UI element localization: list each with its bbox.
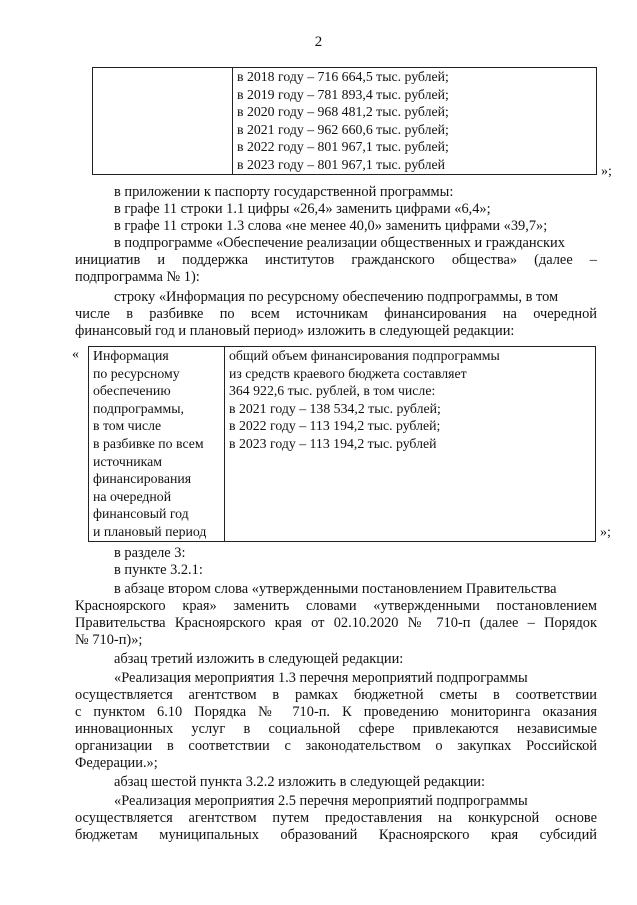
table-row: в 2021 году – 962 660,6 тыс. рублей;: [237, 121, 449, 137]
paragraph-line: абзац шестой пункта 3.2.2 изложить в следующей редакции:: [114, 774, 486, 790]
paragraph-line: в абзаце втором слова «утвержденными постановлением Правительства: [114, 581, 557, 597]
table-cell-years: [233, 68, 597, 175]
table-label-line: по ресурсному: [93, 365, 180, 381]
table2-opening-quote: «: [72, 347, 79, 362]
paragraph-line: «Реализация мероприятия 1.3 перечня мероприятий подпрограммы: [114, 670, 528, 686]
paragraph-line: с пунктом 6.10 Порядка № 710-п. К проведению мониторинга оказания: [75, 704, 597, 720]
paragraph-line: «Реализация мероприятия 2.5 перечня мероприятий подпрограммы: [114, 793, 528, 809]
paragraph-line: в приложении к паспорту государственной программы:: [114, 184, 454, 200]
paragraph-line: числе в разбивке по всем источникам финансирования на очередной: [75, 306, 597, 322]
table-label-line: в том числе: [93, 418, 162, 434]
table1-closing-quote: »;: [601, 164, 612, 179]
paragraph-line: инициатив и поддержка институтов гражданского общества» (далее –: [75, 252, 597, 268]
paragraph-line: Красноярского края» заменить словами «утвержденными постановлением: [75, 598, 597, 614]
table-value-line: в 2022 году – 113 194,2 тыс. рублей;: [229, 418, 441, 434]
table-label-line: финансовый год: [93, 506, 189, 522]
paragraph-line: в графе 11 строки 1.1 цифры «26,4» заменить цифрами «6,4»;: [114, 201, 491, 217]
subprogram-funding-table: [88, 346, 596, 542]
table-label-line: финансирования: [93, 471, 192, 487]
table-cell-empty: [93, 68, 233, 175]
table2-closing-quote: »;: [600, 525, 611, 540]
paragraph-line: осуществляется агентством путем предоставления на конкурсной основе: [75, 810, 597, 826]
table-row: в 2019 году – 781 893,4 тыс. рублей;: [237, 86, 449, 102]
table-value-line: 364 922,6 тыс. рублей, в том числе:: [229, 383, 436, 399]
paragraph-line: финансовый год и плановый период» изложить в следующей редакции:: [75, 323, 515, 339]
paragraph-line: в подпрограмме «Обеспечение реализации общественных и гражданских: [114, 235, 565, 251]
paragraph-line: организации в соответствии с законодательством о закупках Российской: [75, 738, 597, 754]
table-label-line: источникам: [93, 453, 162, 469]
table-label-line: на очередной: [93, 488, 172, 504]
table-label-line: Информация: [93, 348, 169, 363]
table-label-line: подпрограммы,: [93, 400, 184, 416]
paragraph-line: подпрограмма № 1):: [75, 269, 200, 285]
table-label-line: и плановый период: [93, 523, 207, 539]
funding-years-table: [92, 67, 597, 175]
table-row: в 2022 году – 801 967,1 тыс. рублей;: [237, 139, 449, 155]
table-row: в 2023 году – 801 967,1 тыс. рублей: [237, 156, 445, 172]
table-row: в 2018 году – 716 664,5 тыс. рублей;: [237, 69, 449, 84]
paragraph-line: бюджетам муниципальных образований Красноярского края субсидий: [75, 827, 597, 843]
paragraph-line: № 710-п)»;: [75, 632, 143, 648]
paragraph-line: Правительства Красноярского края от 02.10.2020 № 710-п (далее – Порядок: [75, 615, 597, 631]
paragraph-line: в разделе 3:: [114, 545, 186, 561]
page-number: 2: [314, 34, 323, 50]
paragraph-line: Федерации.»;: [75, 755, 158, 771]
table-value-line: в 2021 году – 138 534,2 тыс. рублей;: [229, 400, 441, 416]
table-value-line: в 2023 году – 113 194,2 тыс. рублей: [229, 435, 437, 451]
table-value-line: общий объем финансирования подпрограммы: [229, 348, 500, 363]
paragraph-line: строку «Информация по ресурсному обеспечению подпрограммы, в том: [114, 289, 559, 305]
paragraph-line: инновационных услуг в социальной сфере привлекаются независимые: [75, 721, 597, 737]
table-row: в 2020 году – 968 481,2 тыс. рублей;: [237, 104, 449, 120]
paragraph-line: в пункте 3.2.1:: [114, 562, 203, 578]
paragraph-line: в графе 11 строки 1.3 слова «не менее 40,0» заменить цифрами «39,7»;: [114, 218, 548, 234]
table-cell-value: [225, 347, 596, 542]
paragraph-line: осуществляется агентством в рамках бюджетной сметы в соответствии: [75, 687, 597, 703]
table-label-line: в разбивке по всем: [93, 435, 204, 451]
table-value-line: из средств краевого бюджета составляет: [229, 365, 467, 381]
table-cell-label: [89, 347, 225, 542]
table-label-line: обеспечению: [93, 383, 171, 399]
paragraph-line: абзац третий изложить в следующей редакции:: [114, 651, 404, 667]
